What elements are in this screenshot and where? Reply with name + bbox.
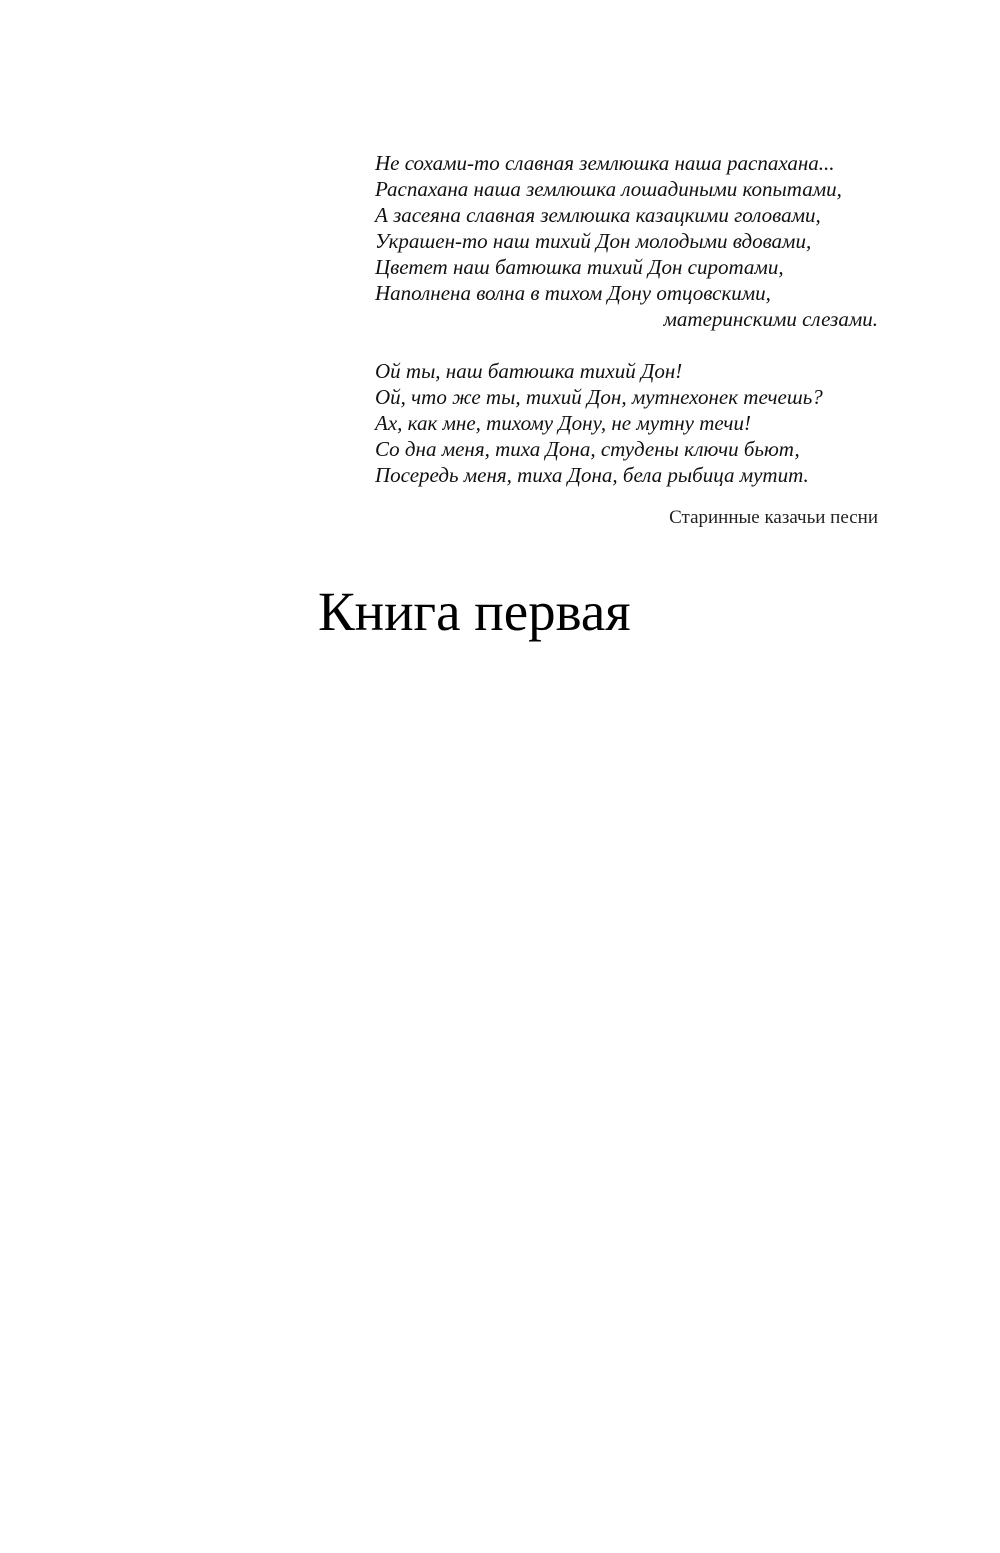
epigraph	[375, 150, 880, 531]
epigraph-stanza-1	[375, 150, 880, 332]
epigraph-stanza-2	[375, 358, 880, 488]
epigraph-attribution: Старинные казачьи песни	[669, 507, 878, 528]
verse-line: Наполнена волна в тихом Дону отцовскими,	[375, 281, 771, 305]
verse-line-continuation: материнскими слезами.	[663, 307, 878, 331]
verse-line: Ах, как мне, тихому Дону, не мутну течи!	[375, 411, 751, 435]
verse-line: Цветет наш батюшка тихий Дон сиротами,	[375, 255, 784, 279]
verse-line: Ой ты, наш батюшка тихий Дон!	[375, 359, 683, 383]
verse-line: Посередь меня, тиха Дона, бела рыбица мутит.	[375, 463, 809, 487]
verse-line: Украшен-то наш тихий Дон молодыми вдовами,	[375, 229, 812, 253]
verse-line: Не сохами-то славная землюшка наша распахана...	[375, 151, 835, 175]
verse-line: Ой, что же ты, тихий Дон, мутнехонек течешь?	[375, 385, 823, 409]
verse-line: А засеяна славная землюшка казацкими головами,	[375, 203, 821, 227]
verse-line: Распахана наша землюшка лошадиными копытами,	[375, 177, 842, 201]
book-title: Книга первая	[318, 581, 631, 642]
verse-line: Со дна меня, тиха Дона, студены ключи бьют,	[375, 437, 800, 461]
